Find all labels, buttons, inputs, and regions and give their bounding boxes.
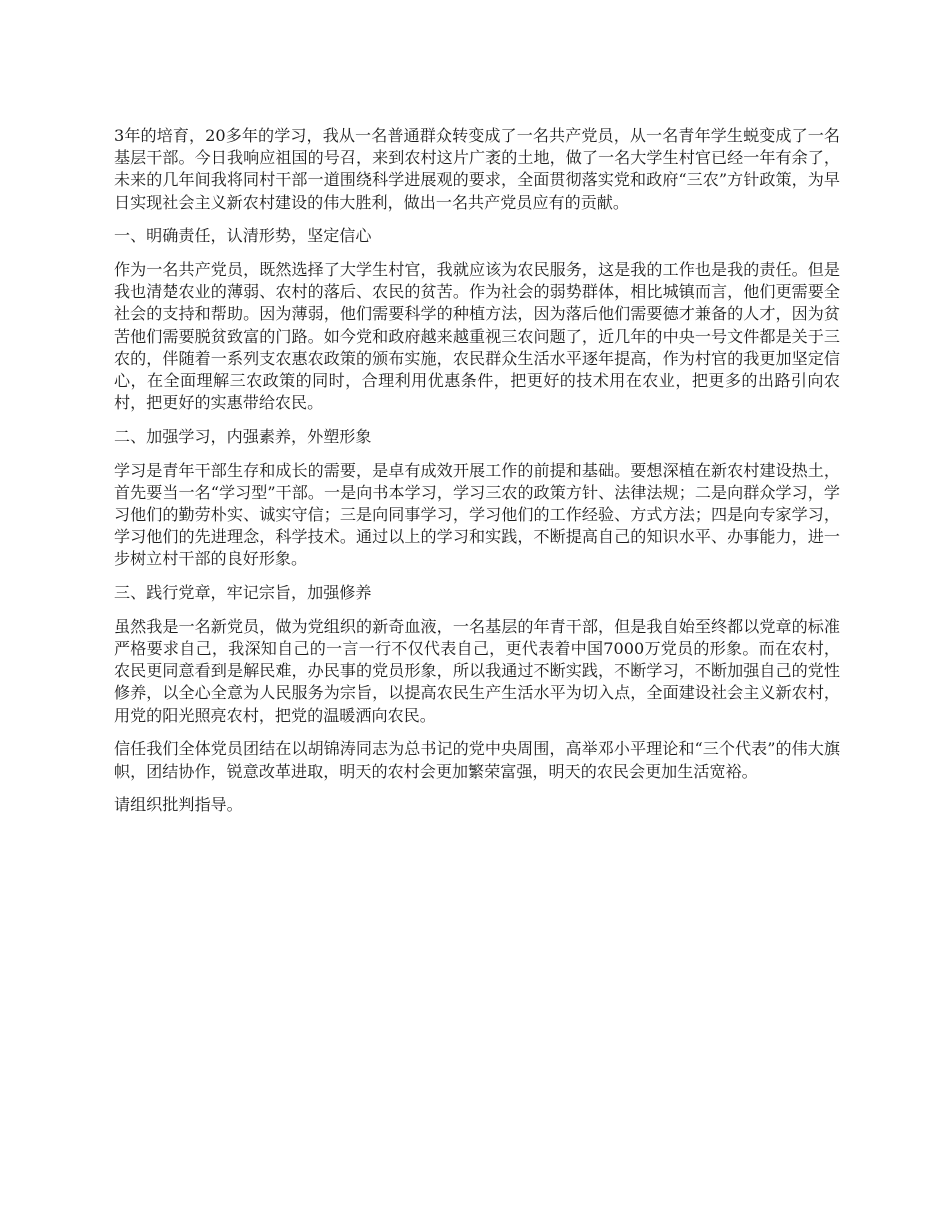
section-heading-1: 一、明确责任，认清形势，坚定信心 xyxy=(114,226,372,246)
closing-paragraph: 信任我们全体党员团结在以胡锦涛同志为总书记的党中央周围，高举邓小平理论和“三个代表”的伟大旗帜，团结协作，锐意改革进取，明天的农村会更加繁荣富强，明天的农民会更加生活宽裕。 xyxy=(114,739,840,781)
section-1-paragraph: 作为一名共产党员，既然选择了大学生村官，我就应该为农民服务，这是我的工作也是我的责任。但是我也清楚农业的薄弱、农村的落后、农民的贫苦。作为社会的弱势群体，相比城镇而言，他们更需要全社会的支持和帮助。因为薄弱，他们需要科学的种植方法，因为落后他们需要德才兼备的人才，因为贫苦他们需要脱贫致富的门路。如今党和政府越来越重视三农问题了，近几年的中央一号文件都是关于三农的，伴随着一系列支农惠农政策的颁布实施，农民群众生活水平逐年提高，作为村官的我更加坚定信心，在全面理解三农政策的同时，合理利用优惠条件，把更好的技术用在农业，把更多的出路引向农村，把更好的实惠带给农民。 xyxy=(114,260,840,413)
section-heading-3: 三、践行党章，牢记宗旨，加强修养 xyxy=(114,583,372,603)
section-3-paragraph: 虽然我是一名新党员，做为党组织的新奇血液，一名基层的年青干部，但是我自始至终都以党章的标准严格要求自己，我深知自己的一言一行不仅代表自己，更代表着中国7000万党员的形象。而在农村，农民更同意看到是解民难，办民事的党员形象，所以我通过不断实践，不断学习，不断加强自己的党性修养，以全心全意为人民服务为宗旨，以提高农民生产生活水平为切入点，全面建设社会主义新农村，用党的阳光照亮农村，把党的温暖洒向农民。 xyxy=(114,616,840,725)
document-body xyxy=(114,125,840,828)
section-2-paragraph: 学习是青年干部生存和成长的需要，是卓有成效开展工作的前提和基础。要想深植在新农村建设热土，首先要当一名“学习型”干部。一是向书本学习，学习三农的政策方针、法律法规；二是向群众学习，学习他们的勤劳朴实、诚实守信；三是向同事学习，学习他们的工作经验、方式方法；四是向专家学习，学习他们的先进理念，科学技术。通过以上的学习和实践，不断提高自己的知识水平、办事能力，进一步树立村干部的良好形象。 xyxy=(114,460,840,569)
section-heading-2: 二、加强学习，内强素养，外塑形象 xyxy=(114,426,372,446)
intro-paragraph: 3年的培育，20多年的学习，我从一名普通群众转变成了一名共产党员，从一名青年学生蜕变成了一名基层干部。今日我响应祖国的号召，来到农村这片广袤的土地，做了一名大学生村官已经一年有余了，未来的几年间我将同村干部一道围绕科学进展观的要求，全面贯彻落实党和政府“三农”方针政策，为早日实现社会主义新农村建设的伟大胜利，做出一名共产党员应有的贡献。 xyxy=(114,126,840,212)
closing-request: 请组织批判指导。 xyxy=(114,795,243,815)
